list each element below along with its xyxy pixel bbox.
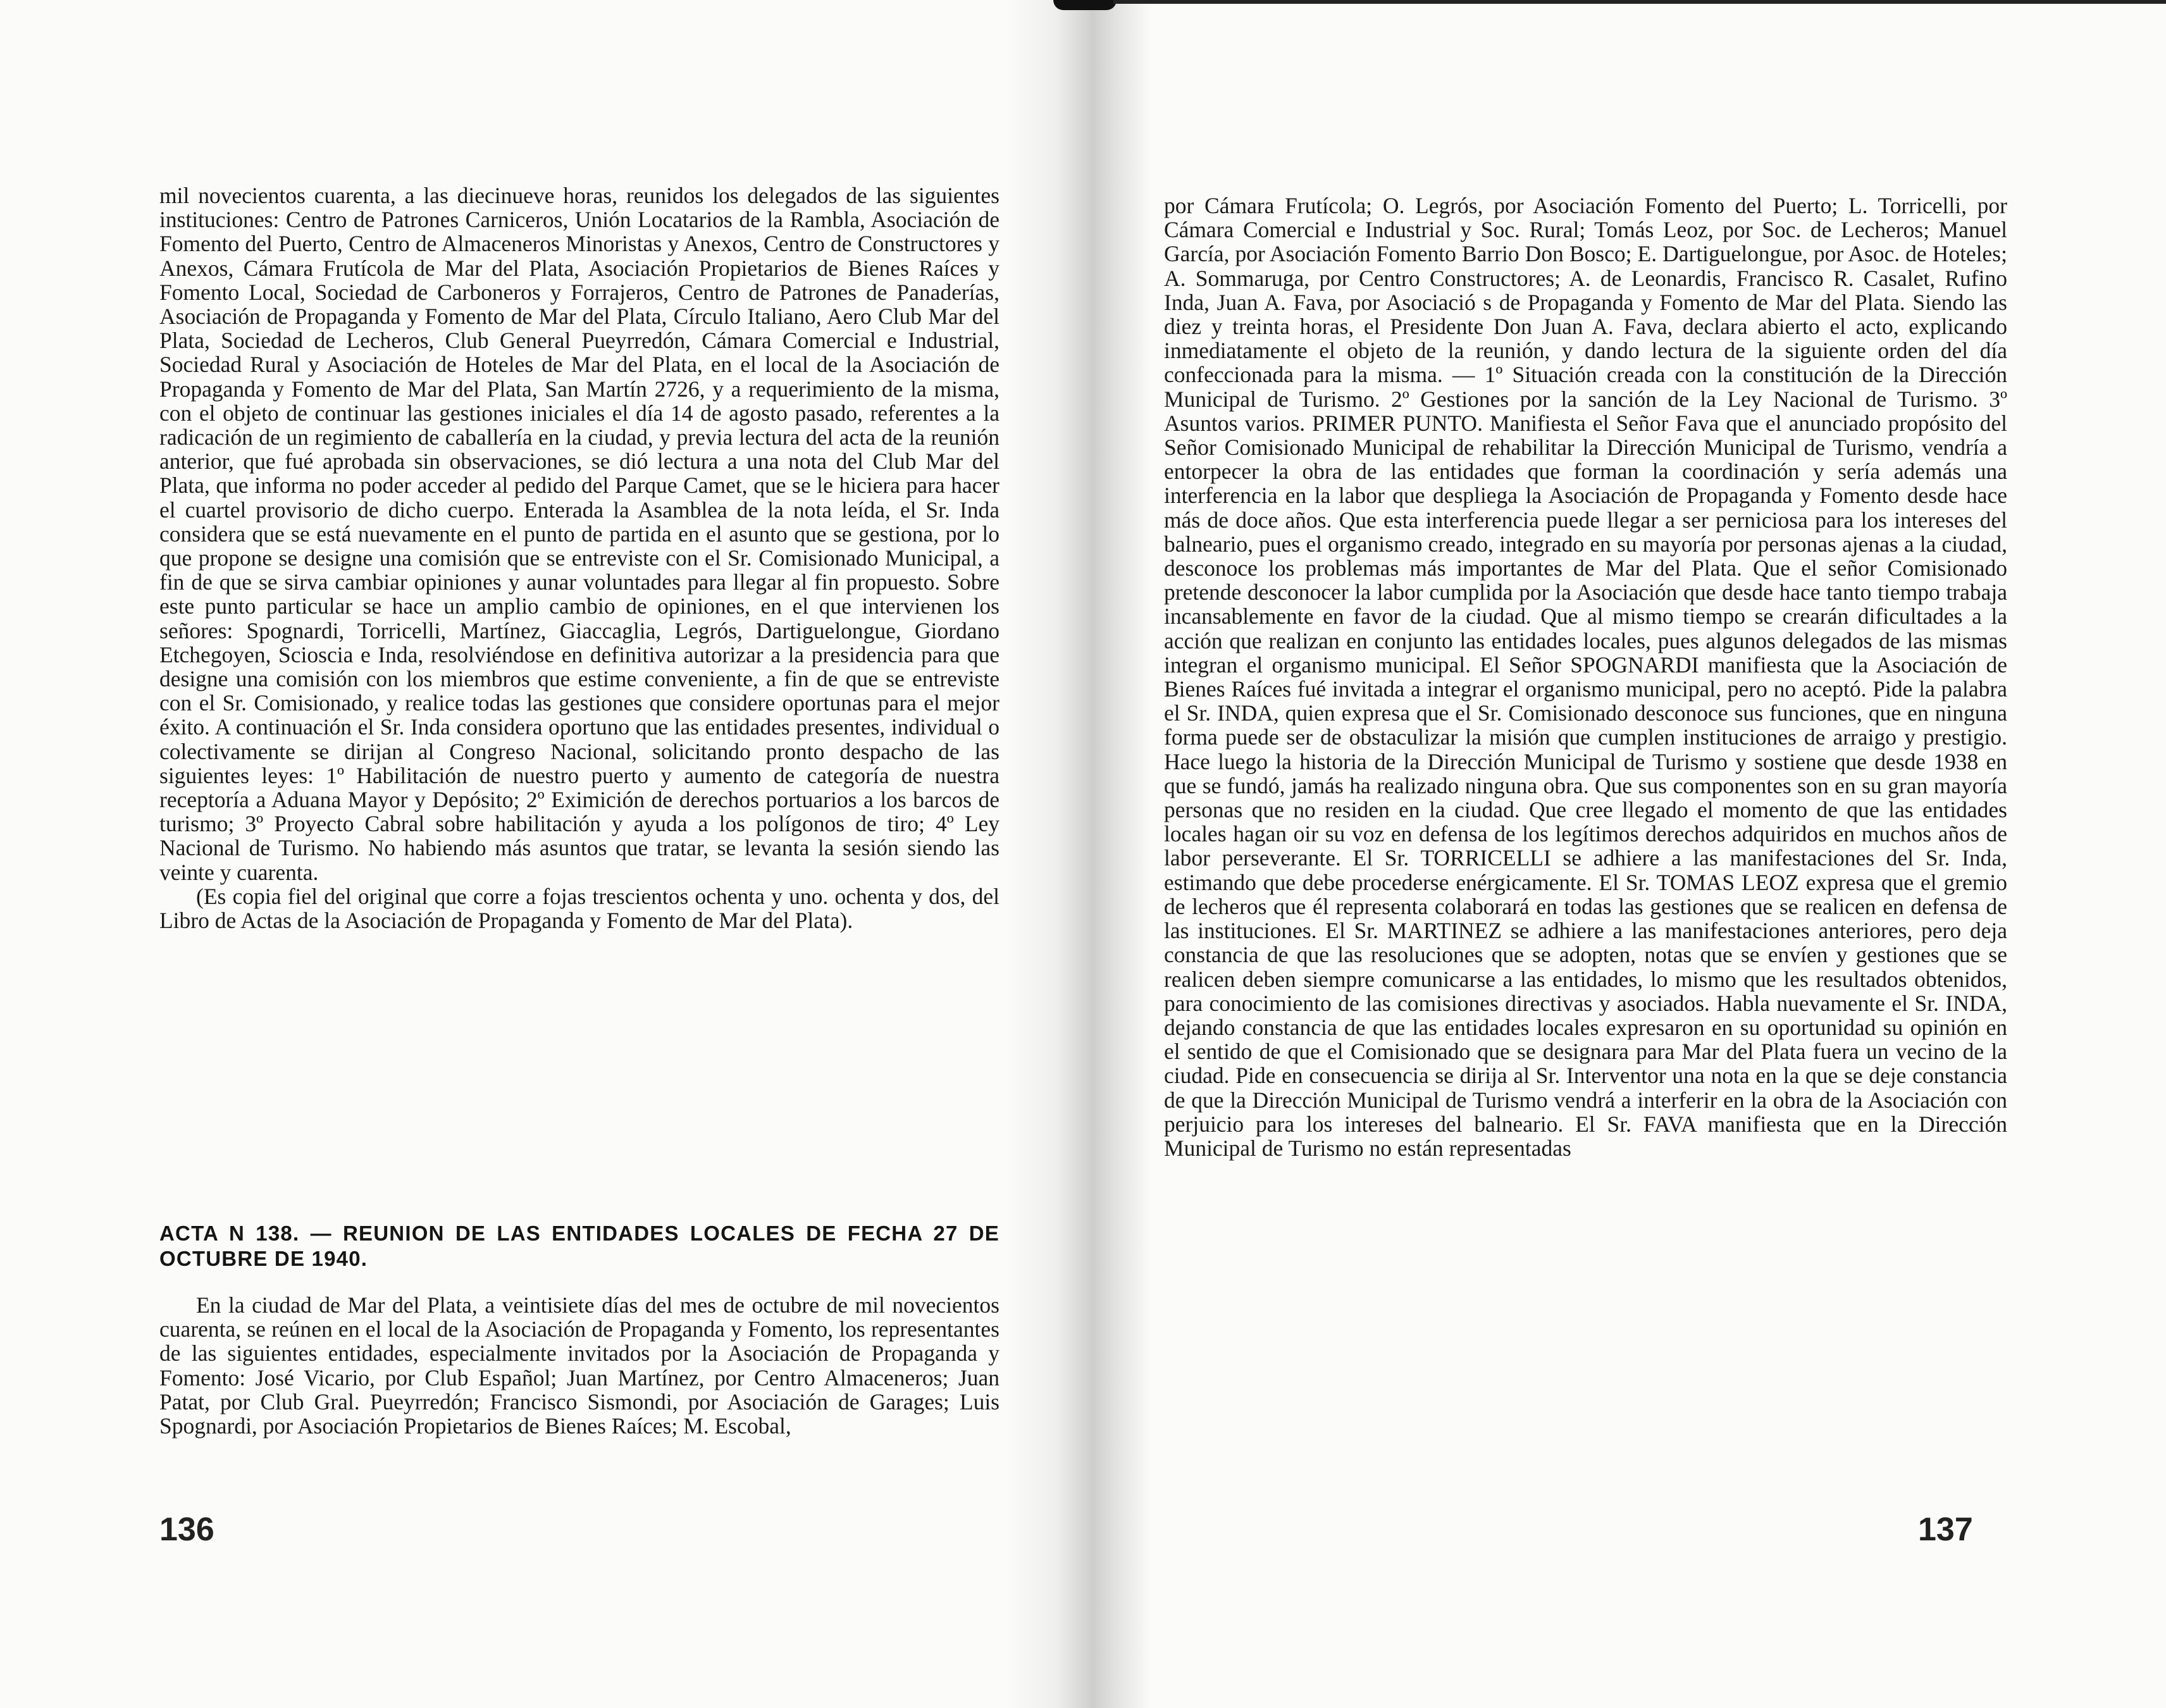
left-paragraph-1: mil novecientos cuarenta, a las diecinueve horas, reunidos los delegados de las siguientes instituciones: Centro de Patrones Carniceros, Unión Locatarios de la Rambla, Asociación de Fomento del Puerto, Centro de Almaceneros Minoristas y Anexos, Centro de Constructores y Anexos, Cámara Frutícola de Mar del Plata, Asociación Propietarios de Bienes Raíces y Fomento Local, Sociedad de Carboneros y Forrajeros, Centro de Patrones de Panaderías, Asociación de Propaganda y Fomento de Mar del Plata, Círculo Italiano, Aero Club Mar del Plata, Sociedad de Lecheros, Club General Pueyrredón, Cámara Comercial e Industrial, Sociedad Rural y Asociación de Hoteles de Mar del Plata, en el local de la Asociación de Propaganda y Fomento de Mar del Plata, San Martín 2726, y a requerimiento de la misma, con el objeto de continuar las gestiones iniciales el día 14 de agosto pasado, referentes a la radicación de un regimiento de caballería en la ciudad, y previa lectura del acta de la reunión anterior, que fué aprobada sin observaciones, se dió lectura a una nota del Club Mar del Plata, que informa no poder acceder al pedido del Parque Camet, que se le hiciera para hacer el cuartel provisorio de dicho cuerpo. Enterada la Asamblea de la nota leída, el Sr. Inda considera que se está nuevamente en el punto de partida en el asunto que se gestiona, por lo que propone se designe una comisión que se entreviste con el Sr. Comisionado Municipal, a fin de que se sirva cambiar opiniones y aunar voluntades para llegar al fin propuesto. Sobre este punto particular se hace un amplio cambio de opiniones, en el que intervienen los señores: Spognardi, Torricelli, Martínez, Giaccaglia, Legrós, Dartiguelongue, Giordano Etchegoyen, Scioscia e Inda, resolviéndose en definitiva autorizar a la presidencia para que designe una comisión con los miembros que estime conveniente, a fin de que se entreviste con el Sr. Comisionado, y realice todas las gestiones que considere oportunas para el mejor éxito. A continuación el Sr. Inda considera oportuno que las entidades presentes, individual o colectivamente se dirijan al Congreso Nacional, solicitando pronto despacho de las siguientes leyes: 1º Habilitación de nuestro puerto y aumento de categoría de nuestra receptoría a Aduana Mayor y Depósito; 2º Eximición de derechos portuarios a los barcos de turismo; 3º Proyecto Cabral sobre habilitación y ayuda a los polígonos de tiro; 4º Ley Nacional de Turismo. No habiendo más asuntos que tratar, se levanta la sesión siendo las veinte y cuarenta. (159, 183, 999, 885)
page-number-left: 136 (159, 1511, 214, 1548)
right-paragraph-1: por Cámara Frutícola; O. Legrós, por Asociación Fomento del Puerto; L. Torricelli, por Cámara Comercial e Industrial y Soc. Rural; Tomás Leoz, por Soc. de Lecheros; Manuel García, por Asociación Fomento Barrio Don Bosco; E. Dartiguelongue, por Asoc. de Hoteles; A. Sommaruga, por Centro Constructores; A. de Leonardis, Francisco R. Casalet, Rufino Inda, Juan A. Fava, por Asociació s de Propaganda y Fomento de Mar del Plata. Siendo las diez y treinta horas, el Presidente Don Juan A. Fava, declara abierto el acto, explicando inmediatamente el objeto de la reunión, y dando lectura de la siguiente orden del día confeccionada para la misma. — 1º Situación creada con la constitución de la Dirección Municipal de Turismo. 2º Gestiones por la sanción de la Ley Nacional de Turismo. 3º Asuntos varios. PRIMER PUNTO. Manifiesta el Señor Fava que el anunciado propósito del Señor Comisionado Municipal de rehabilitar la Dirección Municipal de Turismo, vendría a entorpecer la obra de las entidades que forman la coordinación y sería además una interferencia en la labor que despliega la Asociación de Propaganda y Fomento desde hace más de doce años. Que esta interferencia puede llegar a ser perniciosa para los intereses del balneario, pues el organismo creado, integrado en su mayoría por personas ajenas a la ciudad, desconoce los problemas más importantes de Mar del Plata. Que el señor Comisionado pretende desconocer la labor cumplida por la Asociación que desde hace tanto tiempo trabaja incansablemente en favor de la ciudad. Que al mismo tiempo se crearán dificultades a la acción que realizan en conjunto las entidades locales, pues algunos delegados de las mismas integran el organismo municipal. El Señor SPOGNARDI manifiesta que la Asociación de Bienes Raíces fué invitada a integrar el organismo municipal, pero no aceptó. Pide la palabra el Sr. INDA, quien expresa que el Sr. Comisionado desconoce sus funciones, que en ninguna forma puede ser de obstaculizar la misión que cumplen instituciones de arraigo y prestigio. Hace luego la historia de la Dirección Municipal de Turismo y sostiene que desde 1938 en que se fundó, jamás ha realizado ninguna obra. Que sus componentes son en su gran mayoría personas que no residen en la ciudad. Que cree llegado el momento de que las entidades locales hagan oir su voz en defensa de los legítimos derechos adquiridos en muchos años de labor perseverante. El Sr. TORRICELLI se adhiere a las manifestaciones del Sr. Inda, estimando que debe procederse enérgicamente. El Sr. TOMAS LEOZ expresa que el gremio de lecheros que él representa colaborará en todas las gestiones que se realicen en defensa de las instituciones. El Sr. MARTINEZ se adhiere a las manifestaciones anteriores, pero deja constancia de que las resoluciones que se adopten, notas que se envíen y gestiones que se realicen deben siempre comunicarse a las entidades, lo mismo que les resultados obtenidos, para conocimiento de las comisiones directivas y asociados. Habla nuevamente el Sr. INDA, dejando constancia de que las entidades locales expresaron en su oportunidad su opinión en el sentido de que el Comisionado que se designara para Mar del Plata fuera un vecino de la ciudad. Pide en consecuencia se dirija al Sr. Interventor una nota en la que se deje constancia de que la Dirección Municipal de Turismo vendrá a interferir en la obra de la Asociación con perjuicio para los intereses del balneario. El Sr. FAVA manifiesta que en la Dirección Municipal de Turismo no están representadas (1164, 193, 2007, 1161)
right-text-block (1164, 194, 2007, 1160)
left-paragraph-3: En la ciudad de Mar del Plata, a veintisiete días del mes de octubre de mil novecientos cuarenta, se reúnen en el local de la Asociación de Propaganda y Fomento, los representantes de las siguientes entidades, especialmente invitados por la Asociación de Propaganda y Fomento: José Vicario, por Club Español; Juan Martínez, por Centro Almaceneros; Juan Patat, por Club Gral. Pueyrredón; Francisco Sismondi, por Asociación de Garages; Luis Spognardi, por Asociación Propietarios de Bienes Raíces; M. Escobal, (159, 1292, 999, 1439)
left-paragraph-2: (Es copia fiel del original que corre a fojas trescientos ochenta y uno. ochenta y dos, del Libro de Actas de la Asociación de Propaganda y Fomento de Mar del Plata). (159, 883, 999, 934)
binding-mark (1053, 0, 1117, 10)
left-text-block (159, 183, 999, 932)
right-page (1083, 0, 2166, 1708)
top-edge-rule (1113, 0, 2166, 4)
acta-heading: ACTA N 138. — REUNION DE LAS ENTIDADES LOCALES DE FECHA 27 DE OCTUBRE DE 1940. (159, 1222, 999, 1270)
page-number-right: 137 (1918, 1511, 1973, 1548)
left-text-block-2 (159, 1293, 999, 1438)
